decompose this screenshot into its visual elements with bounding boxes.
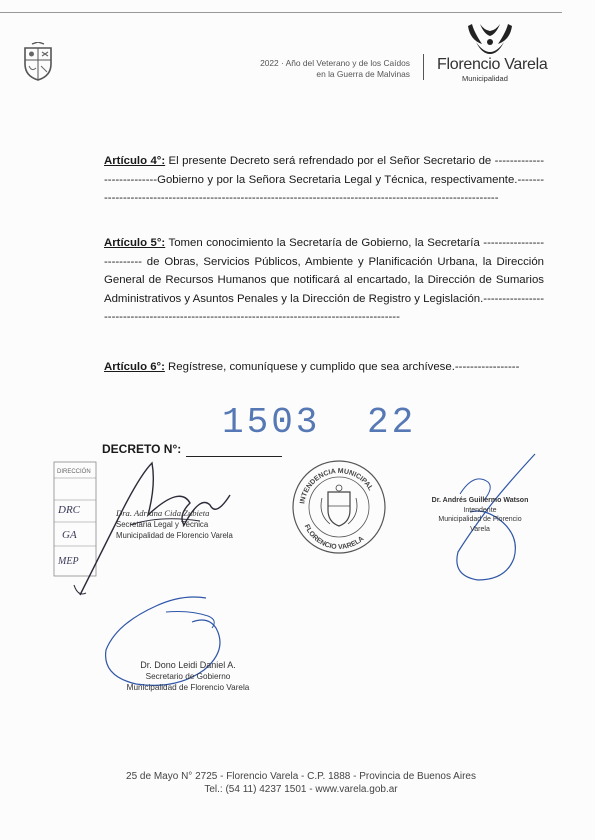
signer-2-title: Intendente xyxy=(463,506,497,514)
article-5-label: Artículo 5°: xyxy=(104,237,166,249)
footer-address: 25 de Mayo N° 2725 - Florencio Varela - C.P. 1888 - Provincia de Buenos Aires xyxy=(126,771,476,782)
florencio-varela-logo-icon xyxy=(462,22,518,60)
signer-1-name: Dra. Adriana Cida Zubieta xyxy=(116,508,210,518)
year-motto xyxy=(228,58,410,79)
logo-subtitle: Municipalidad xyxy=(462,74,508,83)
motto-line-2: en la Guerra de Malvinas xyxy=(316,68,410,79)
article-6-label: Artículo 6°: xyxy=(104,361,165,373)
decree-label: DECRETO N°: xyxy=(102,442,182,456)
svg-text:FLORENCIO VARELA xyxy=(303,524,366,551)
decree-year: 22 xyxy=(367,402,417,443)
article-5 xyxy=(104,234,544,327)
logo-wordmark: Florencio Varela xyxy=(437,56,548,73)
signer-3-name: Dr. Dono Leidi Daniel A. xyxy=(140,660,236,670)
signature-mayor xyxy=(428,496,532,534)
motto-line-1: 2022 · Año del Veterano y de los Caídos xyxy=(260,58,410,68)
signer-1-org: Municipalidad de Florencio Varela xyxy=(116,531,233,540)
article-4-text: El presente Decreto será refrendado por el Señor Secretario de ---------------------------Gobierno y por la Señora Secretaria Legal y Técnica, respectivamente.--------------------------------------------------------------------------------------------------------------- xyxy=(104,155,544,205)
municipal-seal xyxy=(290,458,388,556)
page-top-border xyxy=(0,0,562,13)
routing-stamp-text-4: MEP xyxy=(58,556,79,567)
signer-3-org: Municipalidad de Florencio Varela xyxy=(126,683,250,692)
signer-1-title: Secretaria Legal y Técnica xyxy=(116,520,209,529)
article-4 xyxy=(104,152,544,208)
routing-stamp-text-1: DIRECCIÓN xyxy=(57,469,91,475)
signature-legal-secretary xyxy=(116,508,233,541)
routing-stamp-text-3: GA xyxy=(62,529,77,541)
decree-number: 1503 xyxy=(222,402,321,443)
header-divider xyxy=(423,54,424,80)
signer-2-org: Municipalidad de Florencio Varela xyxy=(438,516,522,533)
seal-top-text: INTENDENCIA MUNICIPAL xyxy=(299,467,374,505)
article-6 xyxy=(104,358,544,377)
article-6-text: Regístrese, comuníquese y cumplido que sea archívese.----------------- xyxy=(164,361,520,373)
seal-bottom-text: FLORENCIO VARELA xyxy=(302,523,366,552)
signer-3-title: Secretario de Gobierno xyxy=(145,672,231,681)
routing-stamp-text-2: DRC xyxy=(58,504,80,516)
footer-contact: Tel.: (54 11) 4237 1501 - www.varela.gob.ar xyxy=(204,784,398,795)
page-footer xyxy=(96,770,506,796)
signer-2-name: Dr. Andrés Guillermo Watson xyxy=(431,497,529,504)
article-5-text: Tomen conocimiento la Secretaría de Gobierno, la Secretaría -------------------------- de Obras, Servicios Públicos, Ambiente y Planificación Urbana, la Dirección General de Recursos Humanos que notificará al encartado, la Dirección de Sumarios Administrativos y Asuntos Penales y la Dirección de Registro y Legislación.---------------------------------------------------------------------------------------------- xyxy=(104,237,544,324)
article-4-label: Artículo 4°: xyxy=(104,155,166,167)
decree-number-stamp xyxy=(222,402,416,443)
municipal-crest-icon xyxy=(22,42,54,82)
signature-government-secretary xyxy=(124,660,252,693)
